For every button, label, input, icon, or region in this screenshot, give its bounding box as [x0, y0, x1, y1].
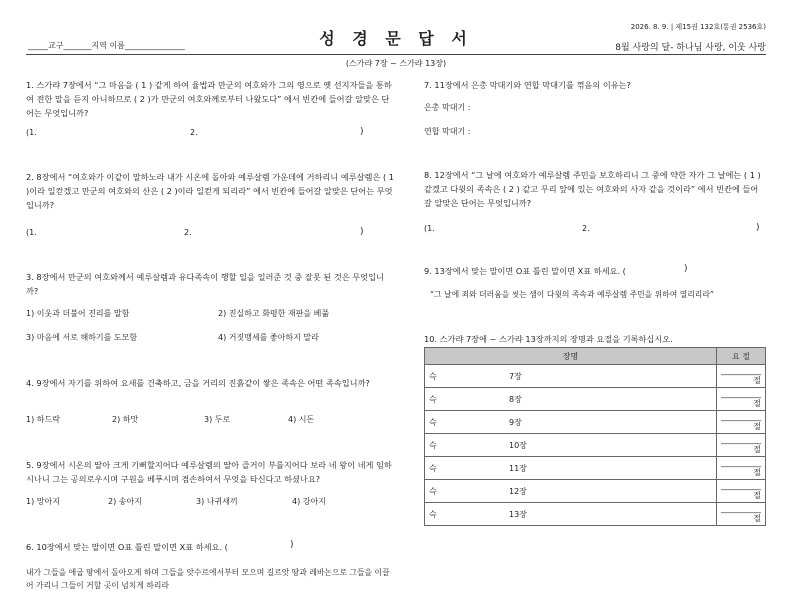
q6-statement: 내가 그들을 애굽 땅에서 돌아오게 하며 그들을 앗수르에서부터 모으며 길르앗 땅과 레바논으로 그들을 이끌어 가리니 그들이 거할 곳이 넘치게 하리라	[26, 568, 390, 590]
verse-blank[interactable]: __________절	[717, 457, 766, 480]
question-3: 3. 8장에서 만군의 여호와께서 예루살렘과 유다족속이 행할 일을 일러준 것 중 잘못 된 것은 무엇입니까?	[26, 272, 384, 296]
q7-grace-staff-label: 은총 막대기 :	[424, 103, 471, 112]
verse-blank[interactable]: __________절	[717, 411, 766, 434]
book-abbrev: 슥	[429, 371, 437, 381]
q7-union-staff-label: 연합 막대기 :	[424, 127, 471, 136]
question-10: 10. 스가랴 7장에 ~ 스가랴 13장까지의 장명과 요절을 기록하십시오.	[424, 334, 673, 344]
q8-answer-2: 2.	[582, 224, 590, 233]
verse-blank[interactable]: __________절	[717, 480, 766, 503]
table-row	[425, 411, 766, 434]
question-6: 6. 10장에서 맞는 말이면 O표 틀린 말이면 X표 하세요. (	[26, 542, 228, 552]
chapter-number: 8장	[509, 394, 522, 404]
question-1: 1. 스가랴 7장에서 “그 마음을 ( 1 ) 같게 하여 율법과 만군의 여호와가 그의 영으로 옛 선지자들을 통하여 전한 말을 듣지 아니하므로 ( 2 )가 만군의 여호와께로부터 나왔도다” 에서 빈칸에 들어갈 알맞은 단어는 무엇입니까?	[26, 80, 392, 118]
q5-option-1: 1) 망아지	[26, 497, 60, 506]
book-abbrev: 슥	[429, 486, 437, 496]
name-fields: _____교구_______지역 이름_______________	[28, 41, 185, 50]
table-row	[425, 388, 766, 411]
q5-option-3: 3) 나귀새끼	[196, 497, 238, 506]
page-title: 성 경 문 답 서	[319, 29, 473, 48]
header-divider	[26, 54, 766, 55]
verse-blank[interactable]: __________절	[717, 503, 766, 526]
question-9: 9. 13장에서 맞는 말이면 O표 틀린 말이면 X표 하세요. (	[424, 266, 626, 276]
chapter-number: 13장	[509, 509, 527, 519]
book-abbrev: 슥	[429, 463, 437, 473]
q5-option-4: 4) 강아지	[292, 497, 326, 506]
q9-close-paren: )	[684, 264, 688, 274]
book-abbrev: 슥	[429, 440, 437, 450]
q1-answer-1: (1.	[26, 128, 37, 137]
chapter-number: 11장	[509, 463, 527, 473]
verse-blank[interactable]: __________절	[717, 434, 766, 457]
q4-option-3: 3) 두로	[204, 415, 231, 424]
verse-blank[interactable]: __________절	[717, 388, 766, 411]
q3-option-1: 1) 이웃과 더불어 진리를 말함	[26, 309, 130, 318]
q4-option-4: 4) 시돈	[288, 415, 315, 424]
chapter-number: 12장	[509, 486, 527, 496]
q3-option-3: 3) 마음에 서로 해하기를 도모함	[26, 333, 138, 342]
question-5: 5. 9장에서 시온의 딸아 크게 기뻐할지어다 예루살렘의 딸아 즐거이 부를지어다 보라 네 왕이 네게 임하시나니 그는 공의로우시며 구원을 베푸시며 겸손하여서 무엇을 타신다고 하셨나요?	[26, 460, 392, 484]
q4-option-1: 1) 하드락	[26, 415, 60, 424]
book-abbrev: 슥	[429, 417, 437, 427]
q5-option-2: 2) 송아지	[108, 497, 142, 506]
chapter-name-header: 장명	[425, 348, 717, 365]
q4-option-2: 2) 하맛	[112, 415, 139, 424]
question-8: 8. 12장에서 “그 날에 여호와가 예루살렘 주민을 보호하리니 그 중에 약한 자가 그 날에는 ( 1 ) 같겠고 다윗의 족속은 ( 2 ) 같고 무리 앞에 있는 여호와의 사자 같을 것이라” 에서 빈칸에 들어갈 알맞은 단어는 무엇입니까?	[424, 170, 761, 208]
table-row	[425, 434, 766, 457]
chapter-number: 10장	[509, 440, 527, 450]
table-row	[425, 365, 766, 388]
q3-option-2: 2) 진실하고 화평한 재판을 베풂	[218, 309, 330, 318]
verse-blank[interactable]: __________절	[717, 365, 766, 388]
q2-answer-1: (1.	[26, 228, 37, 237]
question-7: 7. 11장에서 은총 막대기와 연합 막대기를 꺾음의 이유는?	[424, 80, 631, 90]
chapter-verse-table	[424, 347, 766, 526]
question-4: 4. 9장에서 자기를 위하여 요새를 건축하고, 금을 거리의 진흙같이 쌓은 족속은 어떤 족속입니까?	[26, 378, 370, 388]
table-row	[425, 480, 766, 503]
q3-option-4: 4) 거짓맹세를 좋아하지 말라	[218, 333, 319, 342]
q1-close-paren: )	[360, 127, 364, 137]
table-row	[425, 457, 766, 480]
chapter-number: 7장	[509, 371, 522, 381]
key-verse-header: 요 절	[717, 348, 766, 365]
book-abbrev: 슥	[429, 509, 437, 519]
q6-close-paren: )	[290, 540, 294, 550]
q8-close-paren: )	[756, 223, 760, 233]
chapter-number: 9장	[509, 417, 522, 427]
issue-info: 2026. 8. 9. | 제15권 132호(통권 2536호)	[630, 23, 766, 31]
scope-subtitle: (스가랴 7장 ~ 스가랴 13장)	[345, 59, 447, 68]
month-theme: 8월 사랑의 달- 하나님 사랑, 이웃 사랑	[615, 43, 766, 53]
q9-statement: “그 날에 죄와 더러움을 씻는 샘이 다윗의 족속과 예루살렘 주민을 위하여 열리리라”	[430, 290, 714, 299]
question-2: 2. 8장에서 “여호와가 이같이 말하노라 내가 시온에 돌아와 예루살렘 가운데에 거하리니 예루살렘은 ( 1 )이라 일컫겠고 만군의 여호와의 산은 ( 2 )이라 일컫게 되리라” 에서 빈칸에 들어갈 알맞은 단어는 무엇입니까?	[26, 172, 394, 210]
q1-answer-2: 2.	[190, 128, 198, 137]
q2-answer-2: 2.	[184, 228, 192, 237]
q2-close-paren: )	[360, 227, 364, 237]
table-row	[425, 503, 766, 526]
q8-answer-1: (1.	[424, 224, 435, 233]
book-abbrev: 슥	[429, 394, 437, 404]
